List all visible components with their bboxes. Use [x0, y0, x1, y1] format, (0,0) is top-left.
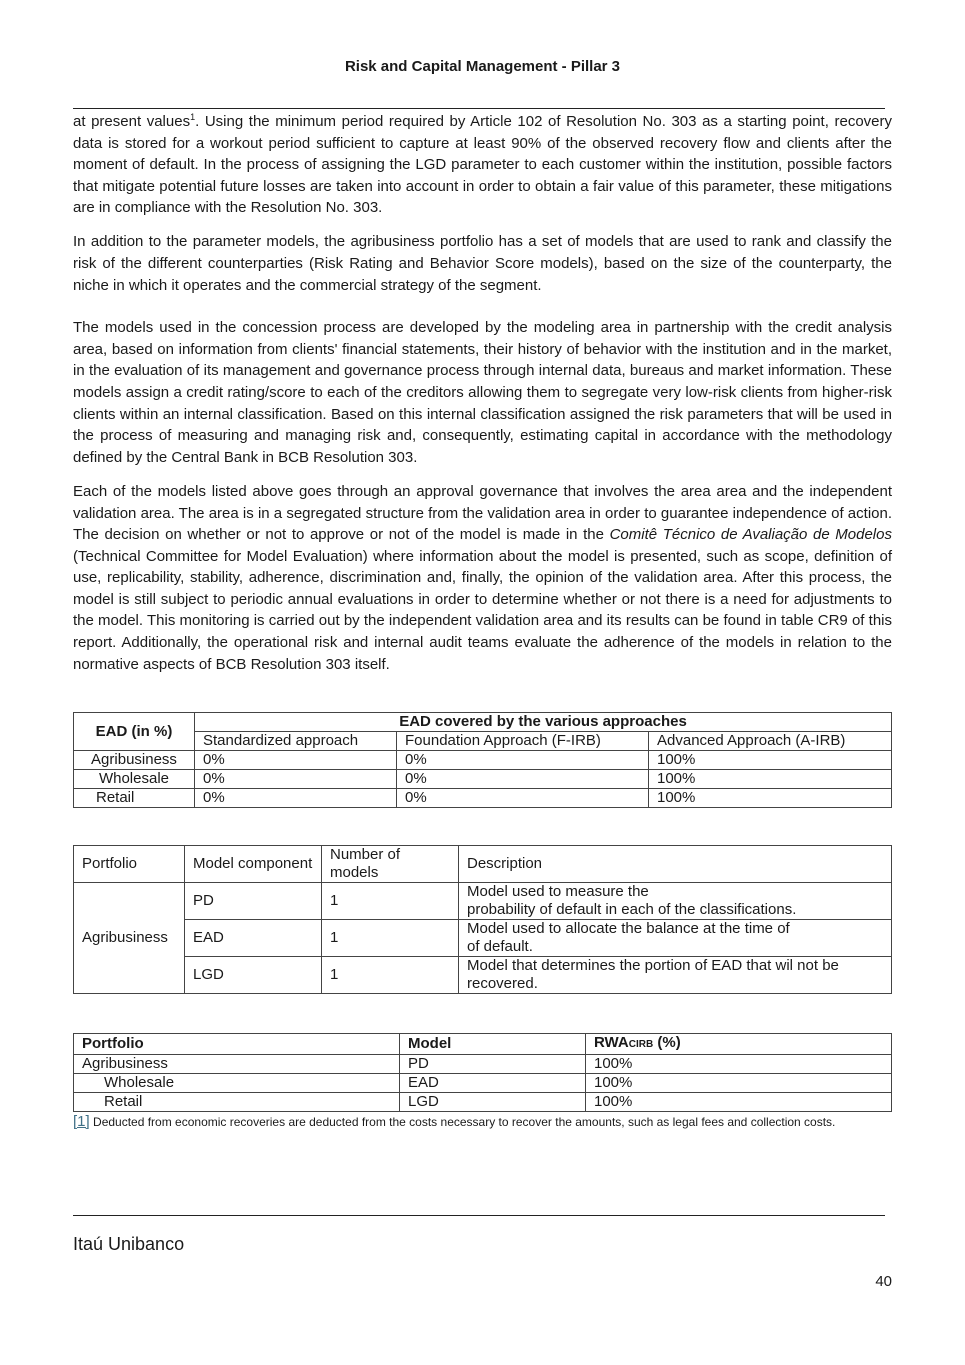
table-row: Wholesale 0% 0% 100% [74, 770, 892, 789]
table-row: Retail LGD 100% [74, 1093, 892, 1112]
table-row: EAD 1 Model used to allocate the balance at the time of of default. [74, 920, 892, 957]
column-header: Standardized approach [195, 732, 397, 751]
table-row: Wholesale EAD 100% [74, 1074, 892, 1093]
footnote-ref[interactable]: 1 [190, 112, 196, 122]
header-divider [73, 108, 885, 109]
paragraph-1: at present values$^1$. Using the minimum period required by Article 102 of Resolution No. 303 as a starting point, recovery data is stored for a workout period sufficient to capture at least 90% of the observed recovery flow and clients after the moment of default. In the process of assigning the LGD parameter to each customer within the institution, possible factors that mitigate potential future losses are taken into account in order to obtain a fair value of this parameter, these mitigations are in compliance with the Resolution No. 303. [73, 112, 892, 217]
page-title: Risk and Capital Management - Pillar 3 [344, 58, 621, 75]
portfolio-cell: Agribusiness [74, 883, 185, 994]
paragraph-2: In addition to the parameter models, the agribusiness portfolio has a set of models that are used to rank and classify the risk of the different counterparties (Risk Rating and Behavior Score models), based on the size of the counterparty, the niche in which it operates and the commercial strategy of the segment. [73, 233, 892, 294]
column-header: Advanced Approach (A-IRB) [649, 732, 892, 751]
column-header: Foundation Approach (F-IRB) [397, 732, 649, 751]
body-text [73, 111, 892, 688]
paragraph-3: The models used in the concession process are developed by the modeling area in partnership with the credit analysis area, based on information from clients' financial statements, their history of behavior with the institution and in the market, in the evaluation of its management and governance process through internal data, bureaus and market information. These models assign a credit rating/score to each of the creditors allowing them to segregate very low-risk clients from higher-risk clients within an internal classification. Based on this internal classification assigned the risk parameters that will be used in the process of measuring and managing risk and, consequently, estimating capital in accordance with the methodology defined by the Central Bank in BCB Resolution 303. [73, 319, 892, 466]
table-header-row: Portfolio Model component Number of models Description [74, 846, 892, 883]
models-table [73, 845, 892, 994]
table-row: Retail 0% 0% 100% [74, 789, 892, 808]
rwa-table [73, 1033, 892, 1112]
table-header-row: Portfolio Model RWACIRB (%) [74, 1034, 892, 1055]
footnote: [1] Deducted from economic recoveries are deducted from the costs necessary to recover the amounts, such as legal fees and collection costs. [73, 1113, 836, 1130]
footer-brand: Itaú Unibanco [73, 1234, 185, 1254]
table-row: LGD 1 Model that determines the portion of EAD that wil not be recovered. [74, 957, 892, 994]
footnote-link[interactable]: [1] [73, 1113, 90, 1130]
ead-group-header: EAD covered by the various approaches [195, 713, 892, 732]
ead-coverage-table [73, 712, 892, 808]
ead-row-header: EAD (in %) [74, 713, 195, 751]
table-row: Agribusiness 0% 0% 100% [74, 751, 892, 770]
page-number: 40 [875, 1273, 892, 1290]
table-row: Agribusiness PD 100% [74, 1055, 892, 1074]
footer-divider [73, 1215, 885, 1216]
paragraph-4: Each of the models listed above goes through an approval governance that involves the area area and the independent validation area. The area is in a segregated structure from the validation area in order to guarantee independence of action. The decision on whether or not to approve or not of the model is made in the Comitê Técnico de Avaliação de Modelos (Technical Committee for Model Evaluation) where information about the model is presented, such as scope, definition of use, replicability, stability, adherence, discrimination and, finally, the opinion of the validation area. After this process, the model is still subject to periodic annual evaluations in order to determine whether or not there is a need for adjustments to the model. This monitoring is carried out by the independent validation area and its results can be found in table CR9 of this report. Additionally, the operational risk and internal audit teams evaluate the adherence of the models in relation to the normative aspects of BCB Resolution 303 itself. [73, 482, 892, 673]
table-row: Agribusiness PD 1 Model used to measure the probability of default in each of the classifications. [74, 883, 892, 920]
